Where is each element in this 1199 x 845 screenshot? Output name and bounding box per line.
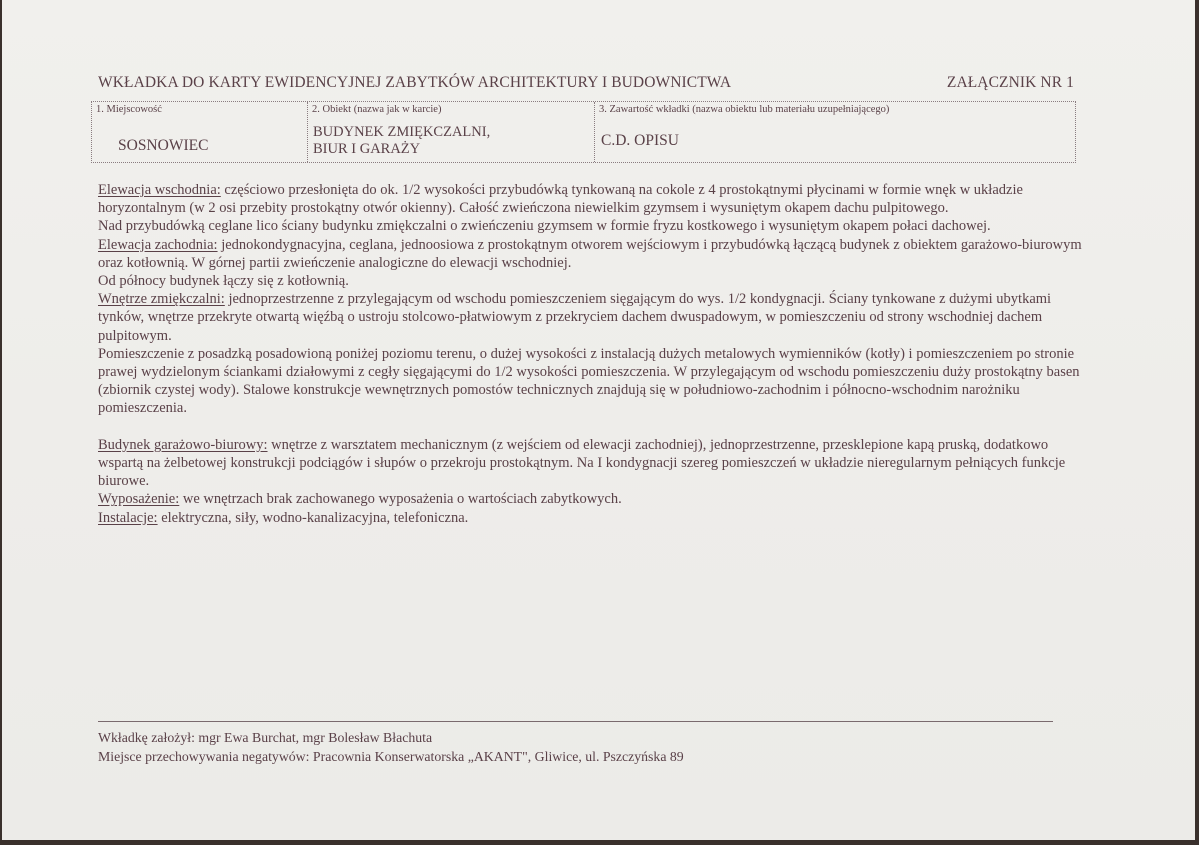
document-sheet xyxy=(2,0,1195,840)
annex-number: ZAŁĄCZNIK NR 1 xyxy=(946,74,1074,91)
paragraph-gap xyxy=(98,418,1088,436)
paragraph-text: wnętrze z warsztatem mechanicznym (z wejściem od elewacji zachodniej), jednoprzestrzenne, przesklepione kapą pruską, dodatkowo wspartą na żelbetowej konstrukcji podciągów i słupów o przekroju prostokątnym. Na I kondygnacji szereg pomieszczeń w układzie nieregularnym pełniących funkcje biurowe. xyxy=(98,436,1066,490)
section-heading: Elewacja wschodnia: xyxy=(98,182,221,198)
paragraph-text: we wnętrzach brak zachowanego wyposażenia o wartościach zabytkowych. xyxy=(179,491,622,508)
paragraph-equipment xyxy=(98,490,1088,508)
field-label: 3. Zawartość wkładki (nazwa obiektu lub materiału uzupełniającego) xyxy=(599,104,890,115)
paragraph-softener-interior xyxy=(98,290,1088,345)
section-heading: Wnętrze zmiękczalni: xyxy=(98,291,225,308)
field-label: 2. Obiekt (nazwa jak w karcie) xyxy=(312,104,442,115)
paragraph-north: Od północy budynek łączy się z kotłownią. xyxy=(98,273,349,290)
paragraph-text: jednokondygnacyjna, ceglana, jednoosiowa z prostokątnym otworem wejściowym i przybudówką łączącą budynek z obiektem garażowo-biurowym oraz kotłownią. W górnej partii zwieńczenie analogiczne do elewacji wschodniej. xyxy=(98,236,1082,271)
paragraph-text: jednoprzestrzenne z przylegającym od wschodu pomieszczeniem sięgającym do wys. 1/2 kondygnacji. Ściany tynkowane z dużymi ubytkami tynków, wnętrze przekryte otwartą więźbą o ustroju stolcowo-płatwiowym z przekryciem dachem dwuspadowym, w pomieszczeniu od strony wschodniej dachem pulpitowym. xyxy=(98,291,1052,344)
section-heading: Instalacje: xyxy=(98,509,158,526)
section-heading: Budynek garażowo-biurowy: xyxy=(98,436,268,453)
document-title: WKŁADKA DO KARTY EWIDENCYJNEJ ZABYTKÓW ARCHITEKTURY I BUDOWNICTWA xyxy=(98,74,732,91)
field-object xyxy=(308,102,595,162)
paragraph-above-annex: Nad przybudówką ceglane lico ściany budynku zmiękczalni o zwieńczeniu gzymsem w formie fryzu kostkowego i wysuniętym okapem połaci dachowej. xyxy=(98,218,991,235)
field-value-line: BUDYNEK ZMIĘKCZALNI, xyxy=(313,124,491,140)
paragraph-east-elevation xyxy=(98,181,1088,217)
field-value-line: BIUR I GARAŻY xyxy=(313,141,421,157)
section-heading: Wyposażenie: xyxy=(98,491,180,508)
signature-divider xyxy=(98,721,1053,722)
field-value: C.D. OPISU xyxy=(601,132,679,149)
form-fields-table xyxy=(91,101,1076,163)
author-line: Wkładkę założył: mgr Ewa Burchat, mgr Bolesław Błachuta xyxy=(98,730,433,745)
field-locality xyxy=(92,102,308,162)
paragraph-installations xyxy=(98,509,1088,527)
paragraph-garage-office xyxy=(98,436,1088,491)
paragraph-west-elevation xyxy=(98,236,1088,272)
document-footer xyxy=(98,728,684,766)
field-label: 1. Miejscowość xyxy=(96,104,162,115)
field-value: SOSNOWIEC xyxy=(118,137,209,154)
field-content xyxy=(595,102,1075,162)
paragraph-text: częściowo przesłonięta do ok. 1/2 wysokości przybudówką tynkowaną na cokole z 4 prostokątnymi płycinami w formie wnęk w układzie horyzontalnym (w 2 osi przebity prostokątny otwór okienny). Całość zwieńczona niewielkim gzymsem i wysuniętym okapem dachu pulpitowego. xyxy=(98,182,1023,217)
paragraph-text: elektryczna, siły, wodno-kanalizacyjna, telefoniczna. xyxy=(157,509,469,526)
section-heading: Elewacja zachodnia: xyxy=(98,236,218,253)
paragraph-room: Pomieszczenie z posadzką posadowioną poniżej poziomu terenu, o dużej wysokości z instalacją dużych metalowych wymienników (kotły) i pomieszczeniem po stronie prawej wydzielonym ściankami działowymi z cegły sięgającymi do 1/2 wysokości pomieszczenia. W przylegającym od wschodu pomieszczeniu duży prostokątny basen (zbiornik czystej wody). Stalowe konstrukcje wewnętrznych pomostów technicznych znajdują się w południowo-zachodnim i północno-wschodnim narożniku pomieszczenia. xyxy=(98,345,1080,417)
field-value xyxy=(313,124,490,158)
negatives-location-line: Miejsce przechowywania negatywów: Pracownia Konserwatorska „AKANT", Gliwice, ul. Pszczyńska 89 xyxy=(98,749,684,764)
description-body xyxy=(98,181,1088,527)
